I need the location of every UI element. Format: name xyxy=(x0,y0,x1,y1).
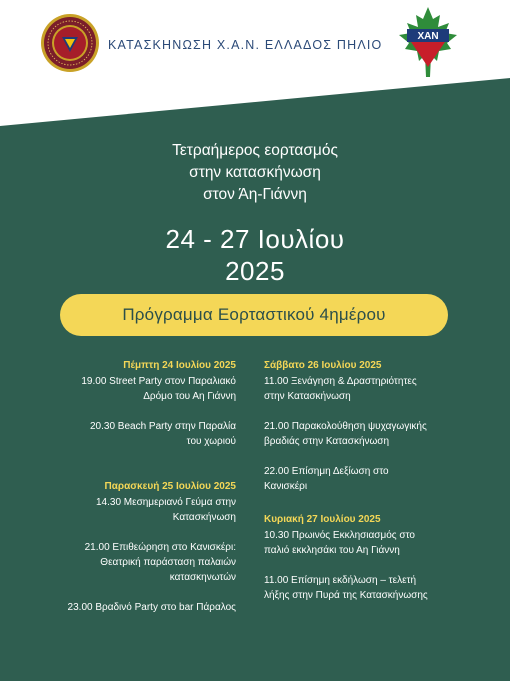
hero-line-1: Τετραήμερος εορτασμός xyxy=(172,142,338,159)
event-line: 21.00 Επιθεώρηση στο Κανισκέρι: xyxy=(84,542,236,553)
header-title: ΚΑΤΑΣΚΗΝΩΣΗ Χ.Α.Ν. ΕΛΛΑΔΟΣ ΠΗΛΙΟ xyxy=(108,38,383,52)
event-line: στην Κατασκήνωση xyxy=(264,391,351,402)
event-line: 23.00 Βραδινό Party στο bar Πάραλος xyxy=(67,602,236,613)
schedule-right-column xyxy=(264,358,464,608)
hero-line-2: στην κατασκήνωση xyxy=(189,164,321,181)
event-line: λήξης στην Πυρά της Κατασκήνωσης xyxy=(264,590,428,601)
hero-line-3: στον Άη-Γιάννη xyxy=(203,186,307,203)
day-heading: Κυριακή 27 Ιουλίου 2025 xyxy=(264,514,381,525)
event-line: βραδιάς στην Κατασκήνωση xyxy=(264,436,390,447)
event-line: Κατασκήνωση xyxy=(172,512,236,523)
event-line: Δρόμο του Αη Γιάννη xyxy=(143,391,236,402)
program-banner-label: Πρόγραμμα Εορταστικού 4ημέρου xyxy=(122,305,386,324)
day-heading: Σάββατο 26 Ιουλίου 2025 xyxy=(264,360,382,371)
hero-subtitle xyxy=(0,140,510,206)
event-line: Κανισκέρι xyxy=(264,481,308,492)
event-line: 11.00 Ξενάγηση & Δραστηριότητες xyxy=(264,376,417,387)
event-line: 19.00 Street Party στον Παραλιακό xyxy=(81,376,236,387)
dates-title: 24 - 27 Ιουλίου xyxy=(165,224,345,254)
header xyxy=(0,0,510,90)
event-line: 20.30 Beach Party στην Παραλία xyxy=(90,421,236,432)
event-line: 14.30 Μεσημεριανό Γεύμα στην xyxy=(95,497,236,508)
day-heading: Παρασκευή 25 Ιουλίου 2025 xyxy=(104,481,236,492)
seal-logo xyxy=(40,13,100,73)
event-line: 21.00 Παρακολούθηση ψυχαγωγικής xyxy=(264,421,427,432)
event-line: 11.00 Επίσημη εκδήλωση – τελετή xyxy=(264,575,417,586)
year-title: 2025 xyxy=(225,256,285,286)
event-line: 22.00 Επίσημη Δεξίωση στο xyxy=(264,466,389,477)
logo-text: ΧΑΝ xyxy=(417,31,439,42)
event-line: του χωριού xyxy=(186,436,236,447)
event-line: Θεατρική παράσταση παλαιών xyxy=(100,557,236,568)
schedule-left-column xyxy=(36,358,236,628)
event-line: 10.30 Πρωινός Εκκλησιασμός στο xyxy=(264,530,415,541)
program-banner xyxy=(60,294,448,336)
event-line: παλιό εκκλησάκι του Αη Γιάννη xyxy=(264,545,400,556)
day-heading: Πέμπτη 24 Ιουλίου 2025 xyxy=(123,360,236,371)
maple-leaf-logo xyxy=(395,5,461,79)
event-line: κατασκηνωτών xyxy=(169,572,236,583)
